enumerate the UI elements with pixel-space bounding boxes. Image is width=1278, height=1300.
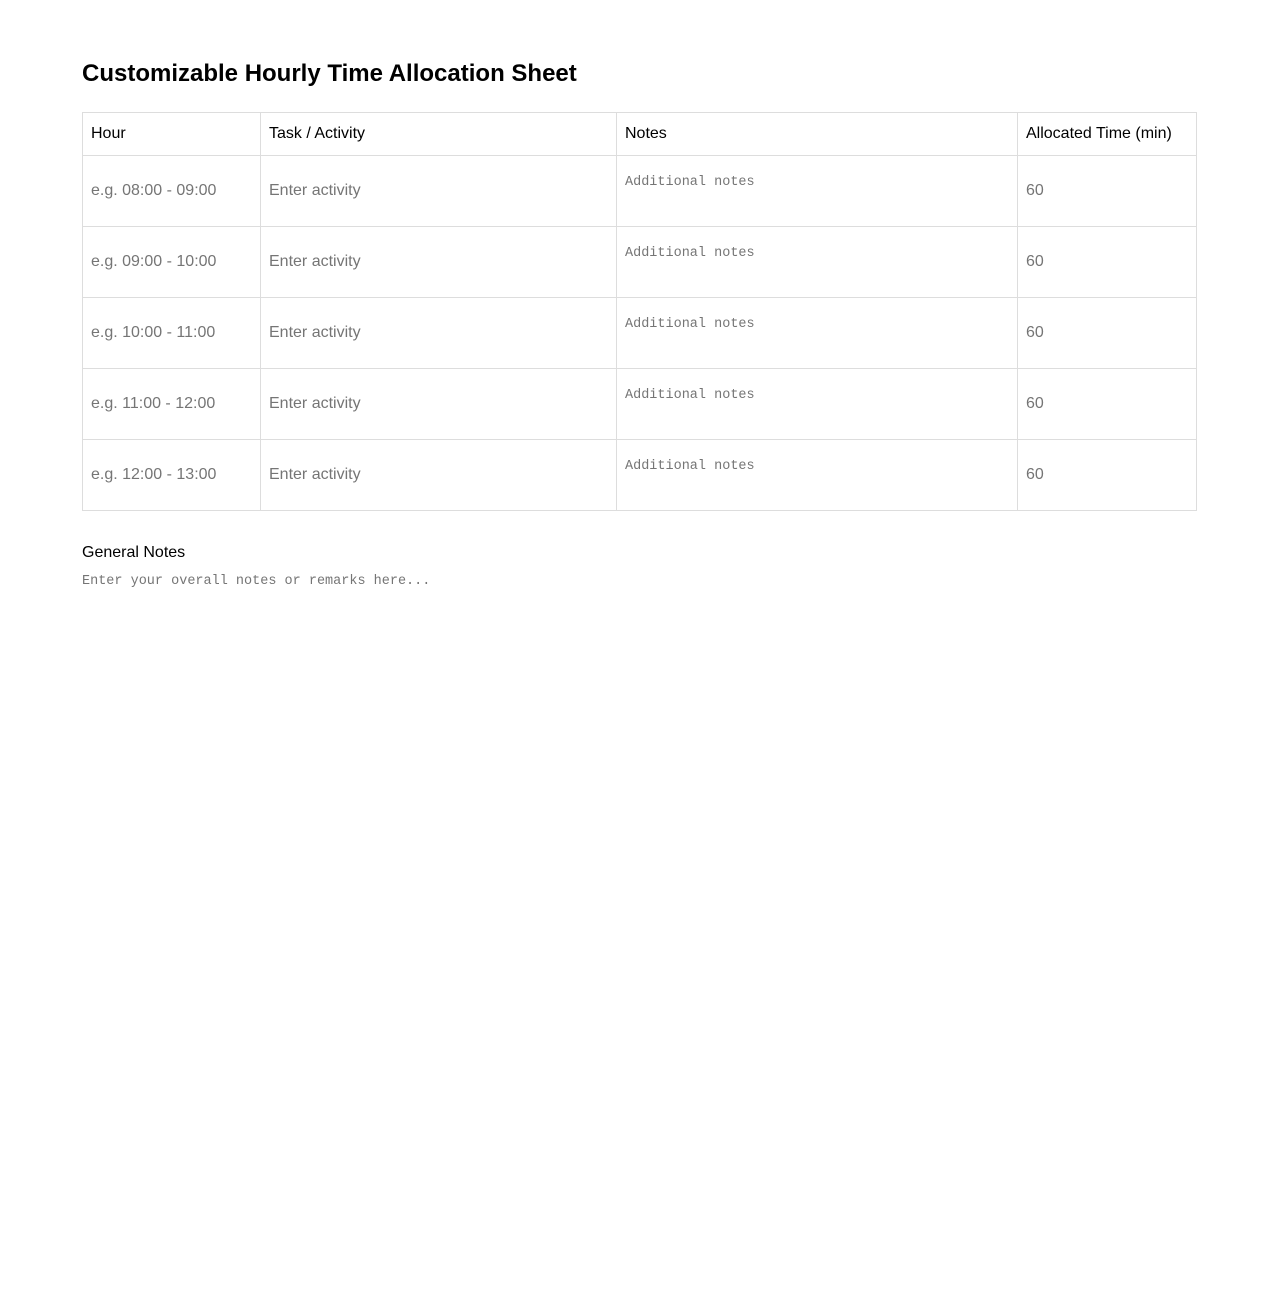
page-title: Customizable Hourly Time Allocation Sheet (82, 60, 577, 87)
notes-cell (617, 227, 1018, 298)
page (0, 0, 1278, 634)
time-allocation-table (82, 112, 1197, 511)
notes-cell (617, 369, 1018, 440)
hour-input[interactable] (83, 440, 260, 510)
table-row (83, 298, 1197, 369)
table-row (83, 156, 1197, 227)
task-cell (261, 156, 617, 227)
general-notes-textarea[interactable] (82, 574, 1196, 634)
header-task-activity: Task / Activity (261, 113, 617, 156)
allocated-time-input[interactable] (1018, 298, 1196, 368)
allocated-cell (1018, 227, 1197, 298)
hour-cell (83, 156, 261, 227)
task-cell (261, 298, 617, 369)
hour-input[interactable] (83, 227, 260, 297)
notes-textarea[interactable] (617, 299, 1017, 368)
hour-cell (83, 440, 261, 511)
header-notes: Notes (617, 113, 1018, 156)
hour-input[interactable] (83, 369, 260, 439)
hour-cell (83, 369, 261, 440)
hour-input[interactable] (83, 298, 260, 368)
allocated-time-input[interactable] (1018, 369, 1196, 439)
general-notes-label: General Notes (82, 544, 186, 561)
allocated-cell (1018, 440, 1197, 511)
header-hour: Hour (83, 113, 261, 156)
allocated-cell (1018, 298, 1197, 369)
notes-textarea[interactable] (617, 370, 1017, 439)
notes-textarea[interactable] (617, 228, 1017, 297)
table-row (83, 440, 1197, 511)
task-input[interactable] (261, 440, 616, 510)
allocated-time-input[interactable] (1018, 227, 1196, 297)
hour-input[interactable] (83, 156, 260, 226)
notes-textarea[interactable] (617, 441, 1017, 510)
allocated-cell (1018, 369, 1197, 440)
notes-cell (617, 440, 1018, 511)
notes-cell (617, 156, 1018, 227)
task-cell (261, 227, 617, 298)
hour-cell (83, 298, 261, 369)
task-input[interactable] (261, 298, 616, 368)
task-input[interactable] (261, 156, 616, 226)
header-allocated-time: Allocated Time (min) (1018, 113, 1197, 156)
notes-cell (617, 298, 1018, 369)
table-row (83, 369, 1197, 440)
allocated-time-input[interactable] (1018, 156, 1196, 226)
allocated-cell (1018, 156, 1197, 227)
table-row (83, 227, 1197, 298)
allocated-time-input[interactable] (1018, 440, 1196, 510)
task-cell (261, 440, 617, 511)
task-cell (261, 369, 617, 440)
task-input[interactable] (261, 369, 616, 439)
hour-cell (83, 227, 261, 298)
notes-textarea[interactable] (617, 157, 1017, 226)
task-input[interactable] (261, 227, 616, 297)
table-header-row (83, 113, 1197, 156)
